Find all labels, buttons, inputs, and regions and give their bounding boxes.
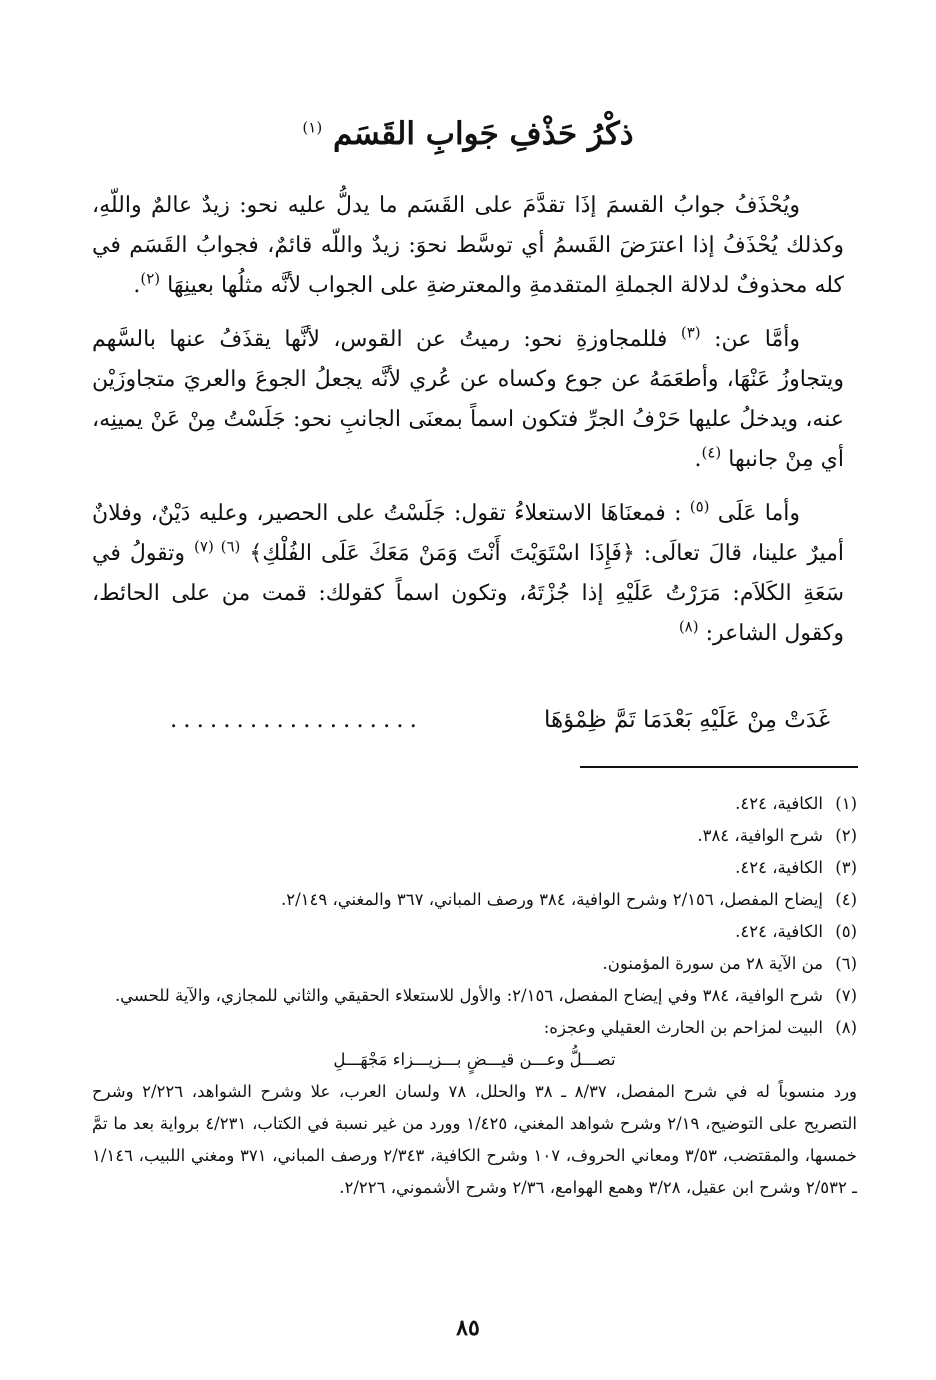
footnote-number: (١) <box>835 794 857 813</box>
footnote-ref: (٤) <box>701 443 722 462</box>
footnote-continuation: ورد منسوباً له في شرح المفصل، ٨/٣٧ ـ ٣٨ والحلل، ٧٨ ولسان العرب، علا وشرح الشواهد، ٢/٢٢٦ وشرح التصريح على التوضيح، ٢/١٩ وشرح شواهد المغني، ١/٤٢٥ وورد من غير نسبة في الكتاب، ٤/٢٣١ برواية بعد ما تمَّ خمسها، والمقتضب، ٣/٥٣ ومعاني الحروف، ١٠٧ وشرح الكافية، ٢/٣٤٣ ورصف المباني، ٣٧١ ومغني اللبيب، ١/١٤٦ ـ ٢/٥٣٢ وشرح ابن عقيل، ٣/٢٨ وهمع الهوامع، ٢/٣٦ وشرح الأشموني، ٢/٢٢٦. <box>92 1082 858 1197</box>
footnote <box>92 980 857 1012</box>
chapter-title <box>0 112 936 156</box>
footnote-ref: (٣) <box>680 323 701 342</box>
paragraph-3 <box>92 494 844 654</box>
footnote <box>92 1012 857 1044</box>
footnotes <box>92 788 857 1204</box>
footnote-number: (٣) <box>835 858 857 877</box>
footnote-number: (٥) <box>835 922 857 941</box>
paragraph-text: : فمعنَاهَا الاستعلاءُ تقول: جَلَسْتُ على الحصير، وعليه دَيْنٌ، وفلانٌ أميرٌ علينا، قالَ تعالَى: ﴿فَإِذَا اسْتَوَيْتَ أَنْتَ وَمَنْ مَعَكَ عَلَى الفُلْكِ﴾ <box>92 501 845 566</box>
paragraph-1: ويُحْذَفُ جوابُ القسمَ إذَا تقدَّمَ على القَسَم ما يدلُّ عليه نحو: زيدٌ عالمٌ واللّهِ، وكذلك يُحْذَفُ إذا اعترَضَ القَسمُ أي توسَّط نحوَ: زيدٌ واللّه قائمٌ، فجوابُ القَسَم في كله محذوفٌ لدلالة الجملةِ المتقدمةِ والمعترضةِ على الجواب لأنَّه مثلُها بعينِهَا $^{(٢)}$. <box>92 193 844 298</box>
footnote <box>92 884 857 916</box>
footnote-verse: تصـــلُّ وعـــن قيـــضٍ بـــزيـــزاء مَجْهَـــلِ <box>333 1050 616 1069</box>
footnote-ref: (٢) <box>140 269 161 288</box>
footnote-number: (٨) <box>835 1018 857 1037</box>
chapter-title-text: ذكْرُ حَذْفِ جَوابِ القَسَم <box>332 116 634 152</box>
paragraph-2: وأمَّا عن: $^{(٣)}$ فللمجاوزةِ نحو: رميتُ عن القوس، لأنَّها يقذَفُ عنها بالسَّهم ويتجاوزُ عَنْهَا، وأطعَمَهُ عن جوع وكساه عن عُري لأنَّه يجعلُ الجوعَ والعريَ متجاوزَيْن عنه، ويدخلُ عليها حَرْفُ الجرِّ فتكون اسماً بمعنَى الجانبِ نحو: جَلَسْتُ مِنْ عَنْ يمينِه، أي مِنْ جانبها $^{(٤)}$. <box>92 323 844 472</box>
poetry-verse <box>170 700 830 740</box>
footnote-ref: (٨) <box>678 617 699 636</box>
paragraph-text: ويُحْذَفُ جوابُ القسمَ إذَا تقدَّمَ على القَسَم ما يدلُّ عليه نحو: زيدٌ عالمٌ واللّهِ، وكذلك يُحْذَفُ إذا اعترَضَ القَسمُ أي توسَّط نحوَ: زيدٌ واللّه قائمٌ، فجوابُ القَسَم في كله محذوفٌ لدلالة الجملةِ المتقدمةِ والمعترضةِ على الجواب لأنَّه مثلُها بعينِهَا <box>92 193 844 298</box>
footnote-text: الكافية، ٤٢٤. <box>735 794 823 813</box>
footnote-number: (٧) <box>835 986 857 1005</box>
footnote-text: من الآية ٢٨ من سورة المؤمنون. <box>602 954 823 973</box>
paragraph-text: فللمجاوزةِ نحو: رميتُ عن القوس، لأنَّها يقذَفُ عنها بالسَّهم ويتجاوزُ عَنْهَا، وأطعَمَهُ عن جوع وكساه عن عُري لأنَّه يجعلُ الجوعَ والعريَ متجاوزَيْن عنه، ويدخلُ عليها حَرْفُ الجرِّ فتكون اسماً بمعنَى الجانبِ نحو: جَلَسْتُ مِنْ عَنْ يمينِه، أي مِنْ جانبها <box>92 327 844 472</box>
verse-first-hemistich: غَدَتْ مِنْ عَلَيْهِ بَعْدَمَا تَمَّ ظِمْؤهَا <box>544 707 830 733</box>
footnote-text: شرح الوافية، ٣٨٤. <box>697 826 823 845</box>
footnote-text: الكافية، ٤٢٤. <box>735 858 823 877</box>
footnote <box>92 788 857 820</box>
footnote-separator <box>580 766 858 768</box>
footnote <box>92 916 857 948</box>
page-number: ٨٥ <box>456 1315 480 1341</box>
footnote-text: الكافية، ٤٢٤. <box>735 922 823 941</box>
footnote-number: (٤) <box>835 890 857 909</box>
footnote <box>92 852 857 884</box>
verse-omission-dots: ................... <box>170 707 423 733</box>
footnote-ref: (١) <box>302 118 323 137</box>
footnote-number: (٦) <box>835 954 857 973</box>
footnote-ref: (٦) (٧) <box>194 537 241 556</box>
footnote <box>92 820 857 852</box>
footnote <box>92 948 857 980</box>
footnote-text: إيضاح المفصل، ٢/١٥٦ وشرح الوافية، ٣٨٤ ورصف المباني، ٣٦٧ والمغني، ٢/١٤٩. <box>280 890 823 909</box>
footnote-text: البيت لمزاحم بن الحارث العقيلي وعجزه: <box>543 1018 823 1037</box>
paragraph-text-continued: وتقولُ في سَعَةِ الكَلاَم: مَرَرْتُ عَلَيْهِ إذا جُزْتَهُ، وتكون اسماً كقولك: قمت من على الحائط، وكقول الشاعر: <box>92 541 844 646</box>
main-text <box>92 186 844 668</box>
footnote-number: (٢) <box>835 826 857 845</box>
paragraph-lead: وأمَّا عن: <box>714 327 801 352</box>
paragraph-lead: وأما عَلَى <box>717 501 800 526</box>
footnote-text: شرح الوافية، ٣٨٤ وفي إيضاح المفصل، ٢/١٥٦: والأول للاستعلاء الحقيقي والثاني للمجازي، والآية للحسي. <box>114 986 823 1005</box>
footnote-ref: (٥) <box>689 497 710 516</box>
